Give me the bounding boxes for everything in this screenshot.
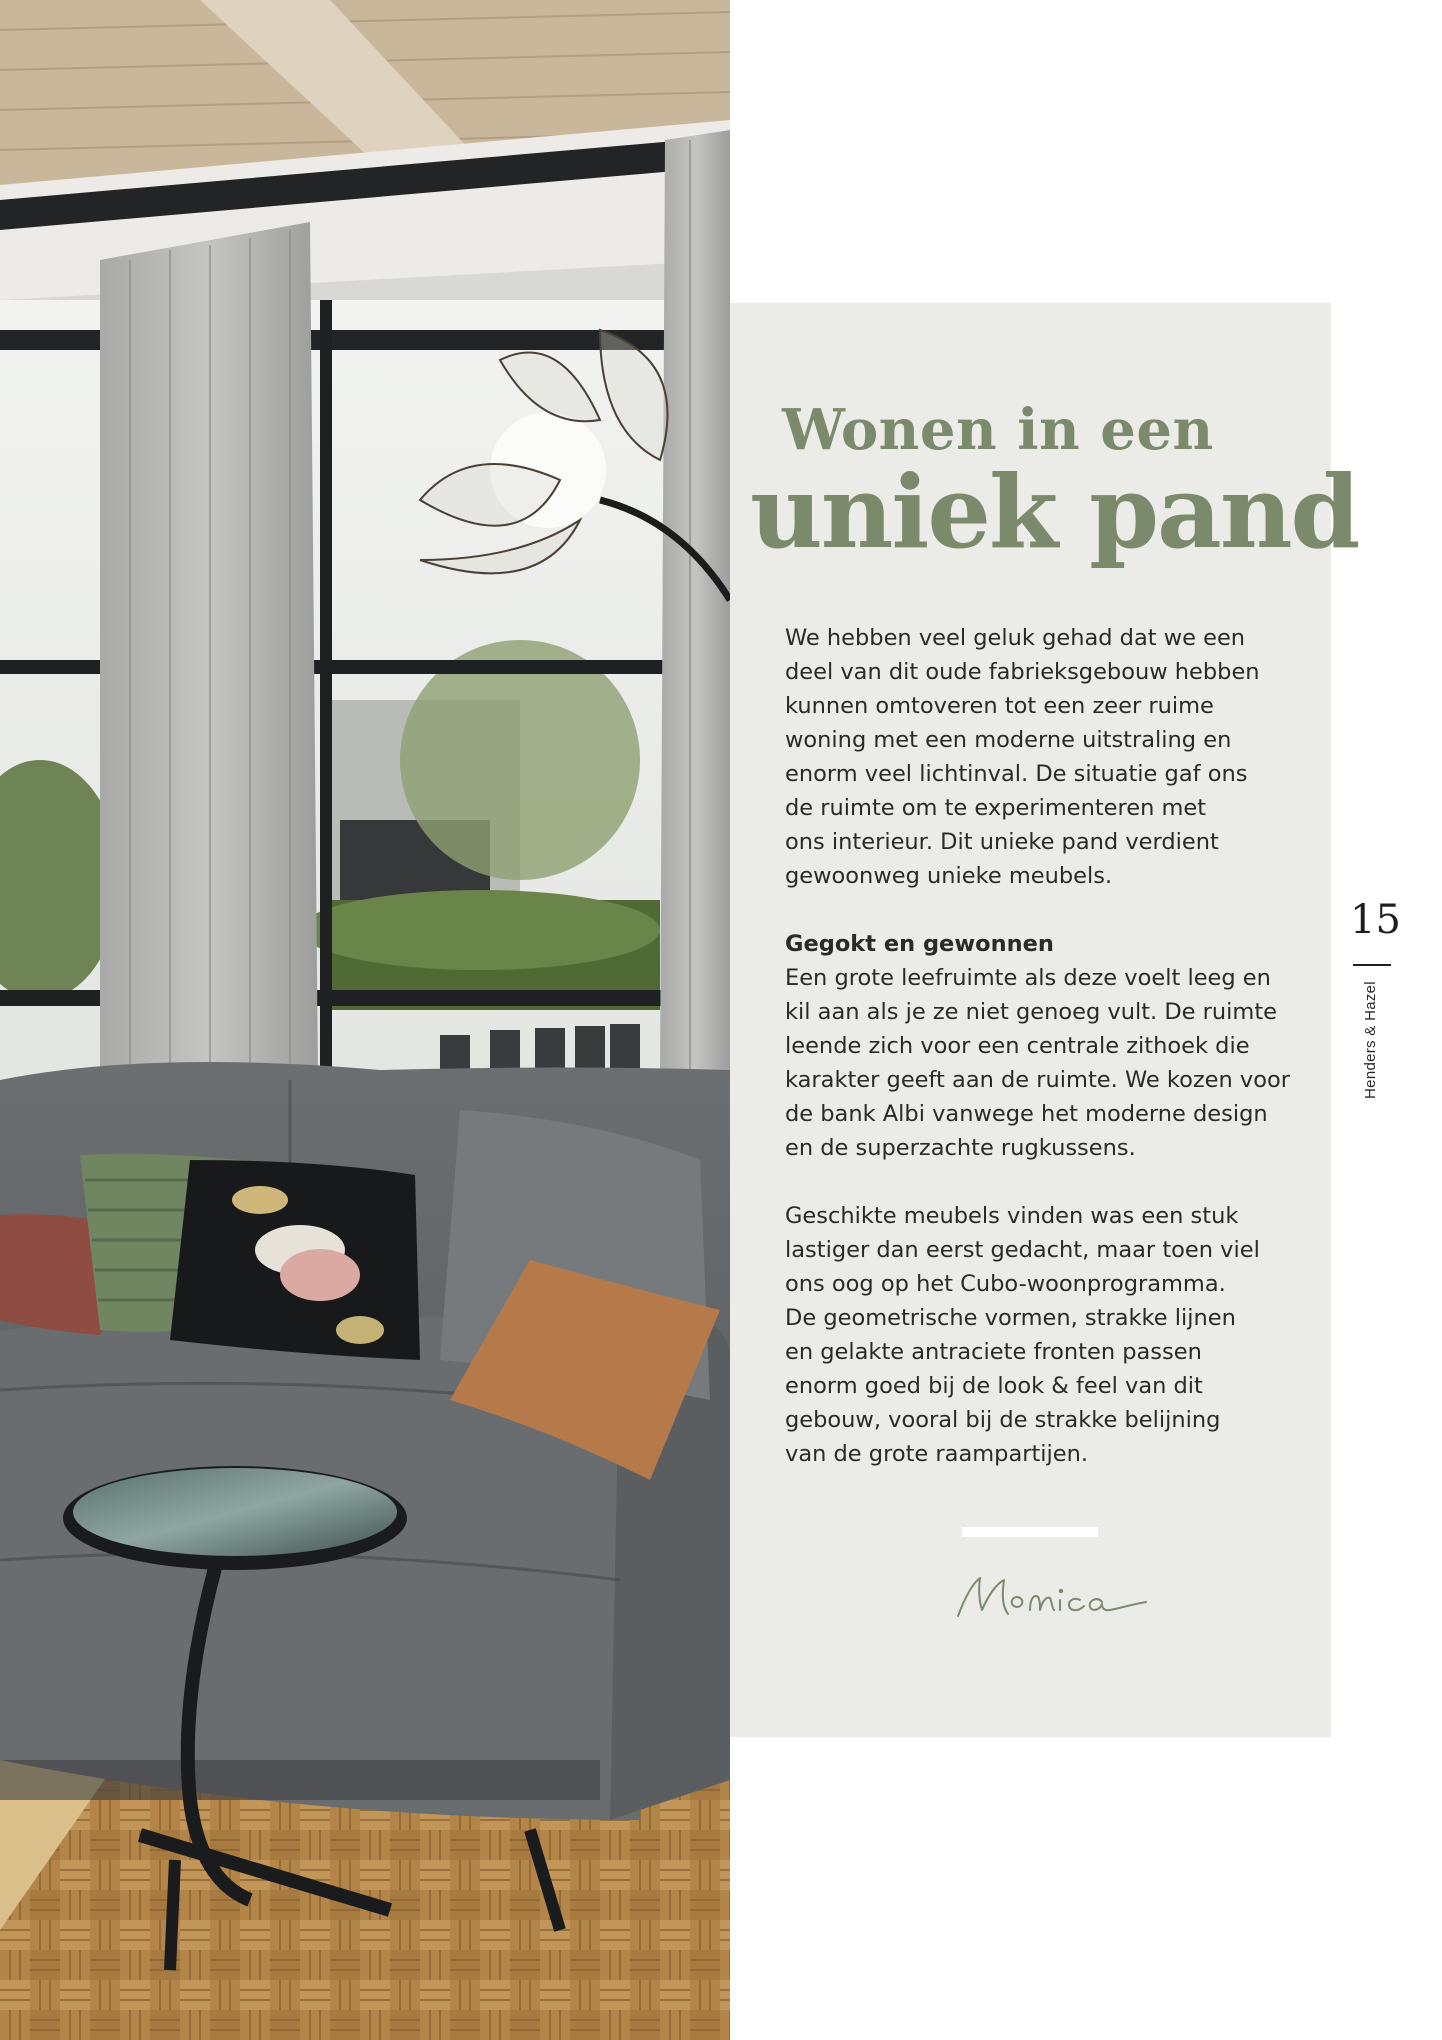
intro-line: woning met een moderne uitstraling en: [785, 727, 1232, 753]
page-number: 15: [1350, 897, 1401, 943]
intro-line: kunnen omtoveren tot een zeer ruime: [785, 693, 1214, 719]
paragraph-gap: [785, 1165, 1305, 1199]
paragraph2-line: kil aan als je ze niet genoeg vult. De ruimte: [785, 999, 1278, 1025]
paragraph3-line: De geometrische vormen, strakke lijnen: [785, 1305, 1236, 1331]
paragraph2-line: leende zich voor een centrale zithoek die: [785, 1033, 1250, 1059]
article-body: [785, 621, 1305, 1471]
intro-line: ons interieur. Dit unieke pand verdient: [785, 829, 1219, 855]
intro-line: deel van dit oude fabrieksgebouw hebben: [785, 659, 1260, 685]
paragraph3-line: lastiger dan eerst gedacht, maar toen viel: [785, 1237, 1260, 1263]
brand-name-vertical: Henders & Hazel: [1362, 981, 1379, 1099]
intro-line: de ruimte om te experimenteren met: [785, 795, 1207, 821]
paragraph-gap: [785, 893, 1305, 927]
heading-line-1: Wonen in een: [782, 397, 1214, 463]
paragraph3-line: van de grote raampartijen.: [785, 1441, 1089, 1467]
intro-line: enorm veel lichtinval. De situatie gaf ons: [785, 761, 1248, 787]
paragraph2-line: karakter geeft aan de ruimte. We kozen voor: [785, 1067, 1291, 1093]
paragraph2-line: en de superzachte rugkussens.: [785, 1135, 1136, 1161]
paragraph3-line: ons oog op het Cubo-woonprogramma.: [785, 1271, 1226, 1297]
intro-line: gewoonweg unieke meubels.: [785, 863, 1113, 889]
paragraph3-line: en gelakte antraciete fronten passen: [785, 1339, 1202, 1365]
intro-line: We hebben veel geluk gehad dat we een: [785, 625, 1246, 651]
signature-divider: [962, 1527, 1098, 1537]
paragraph2-line: de bank Albi vanwege het moderne design: [785, 1101, 1268, 1127]
heading-line-2: uniek pand: [750, 453, 1359, 571]
paragraph2-line: Een grote leefruimte als deze voelt leeg en: [785, 965, 1271, 991]
paragraph3-line: Geschikte meubels vinden was een stuk: [785, 1203, 1239, 1229]
paragraph3-line: enorm goed bij de look & feel van dit: [785, 1373, 1203, 1399]
article-subheading: Gegokt en gewonnen: [785, 931, 1054, 957]
paragraph3-line: gebouw, vooral bij de strakke belijning: [785, 1407, 1221, 1433]
signature-monica: [950, 1570, 1150, 1622]
